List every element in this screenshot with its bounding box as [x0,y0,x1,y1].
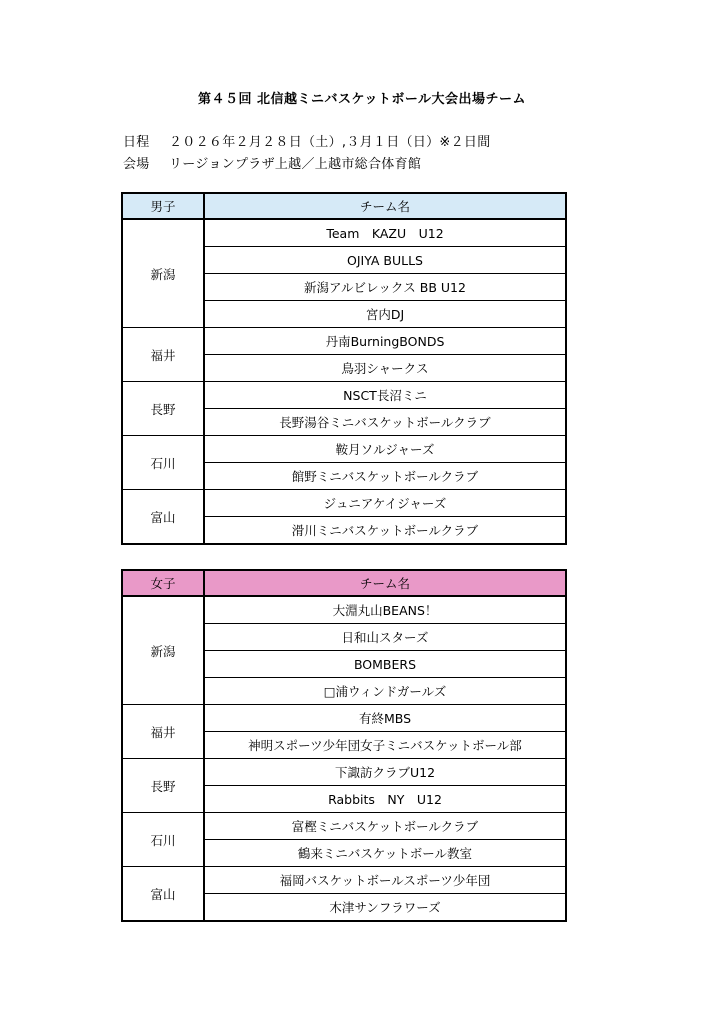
boys-table-body [122,219,566,544]
team-name-cell: 大淵丸山BEANS！ [204,596,566,624]
region-cell: 福井 [122,328,204,382]
schedule-value: ２０２６年２月２８日（土）,３月１日（日）※２日間 [169,135,491,150]
region-cell: 富山 [122,867,204,922]
boys-team-table [121,192,567,545]
table-row [122,219,566,247]
boys-category-header: 男子 [122,193,204,219]
team-name-cell: 鶴来ミニバスケットボール教室 [204,840,566,867]
document-title: 第４５回 北信越ミニバスケットボール大会出場チーム [197,92,527,107]
table-row [122,382,566,409]
girls-category-header: 女子 [122,570,204,596]
region-cell: 富山 [122,490,204,545]
team-name-cell: □浦ウィンドガールズ [204,678,566,705]
team-name-cell: 滑川ミニバスケットボールクラブ [204,517,566,545]
team-name-cell: NSCT長沼ミニ [204,382,566,409]
team-name-cell: 新潟アルビレックス BB U12 [204,274,566,301]
table-row [122,328,566,355]
team-name-cell: 丹南BurningBONDS [204,328,566,355]
region-cell: 石川 [122,813,204,867]
team-name-cell: 福岡バスケットボールスポーツ少年団 [204,867,566,894]
table-row [122,705,566,732]
table-row [122,436,566,463]
region-cell: 新潟 [122,596,204,705]
team-name-cell: 有終MBS [204,705,566,732]
team-name-cell: 鳥羽シャークス [204,355,566,382]
team-name-cell: 木津サンフラワーズ [204,894,566,922]
team-name-cell: Team KAZU U12 [204,219,566,247]
girls-table-header [122,570,566,596]
team-name-cell: 富樫ミニバスケットボールクラブ [204,813,566,840]
team-name-cell: ジュニアケイジャーズ [204,490,566,517]
schedule-line [123,131,491,150]
venue-value: リージョンプラザ上越／上越市総合体育館 [169,157,422,172]
table-row [122,490,566,517]
boys-team-header: チーム名 [204,193,566,219]
team-name-cell: BOMBERS [204,651,566,678]
venue-line [123,153,421,172]
team-name-cell: 鞍月ソルジャーズ [204,436,566,463]
girls-table-body [122,596,566,921]
table-row [122,867,566,894]
girls-team-table [121,569,567,922]
table-row [122,596,566,624]
team-name-cell: 日和山スターズ [204,624,566,651]
team-name-cell: 下諏訪クラブU12 [204,759,566,786]
region-cell: 福井 [122,705,204,759]
team-name-cell: 神明スポーツ少年団女子ミニバスケットボール部 [204,732,566,759]
region-cell: 石川 [122,436,204,490]
table-row [122,759,566,786]
schedule-label: 日程 [123,135,150,150]
girls-team-header: チーム名 [204,570,566,596]
venue-label: 会場 [123,157,150,172]
region-cell: 新潟 [122,219,204,328]
team-name-cell: OJIYA BULLS [204,247,566,274]
team-name-cell: 館野ミニバスケットボールクラブ [204,463,566,490]
team-name-cell: 長野湯谷ミニバスケットボールクラブ [204,409,566,436]
region-cell: 長野 [122,382,204,436]
table-row [122,813,566,840]
team-name-cell: 宮内DJ [204,301,566,328]
boys-table-header [122,193,566,219]
region-cell: 長野 [122,759,204,813]
team-name-cell: Rabbits NY U12 [204,786,566,813]
